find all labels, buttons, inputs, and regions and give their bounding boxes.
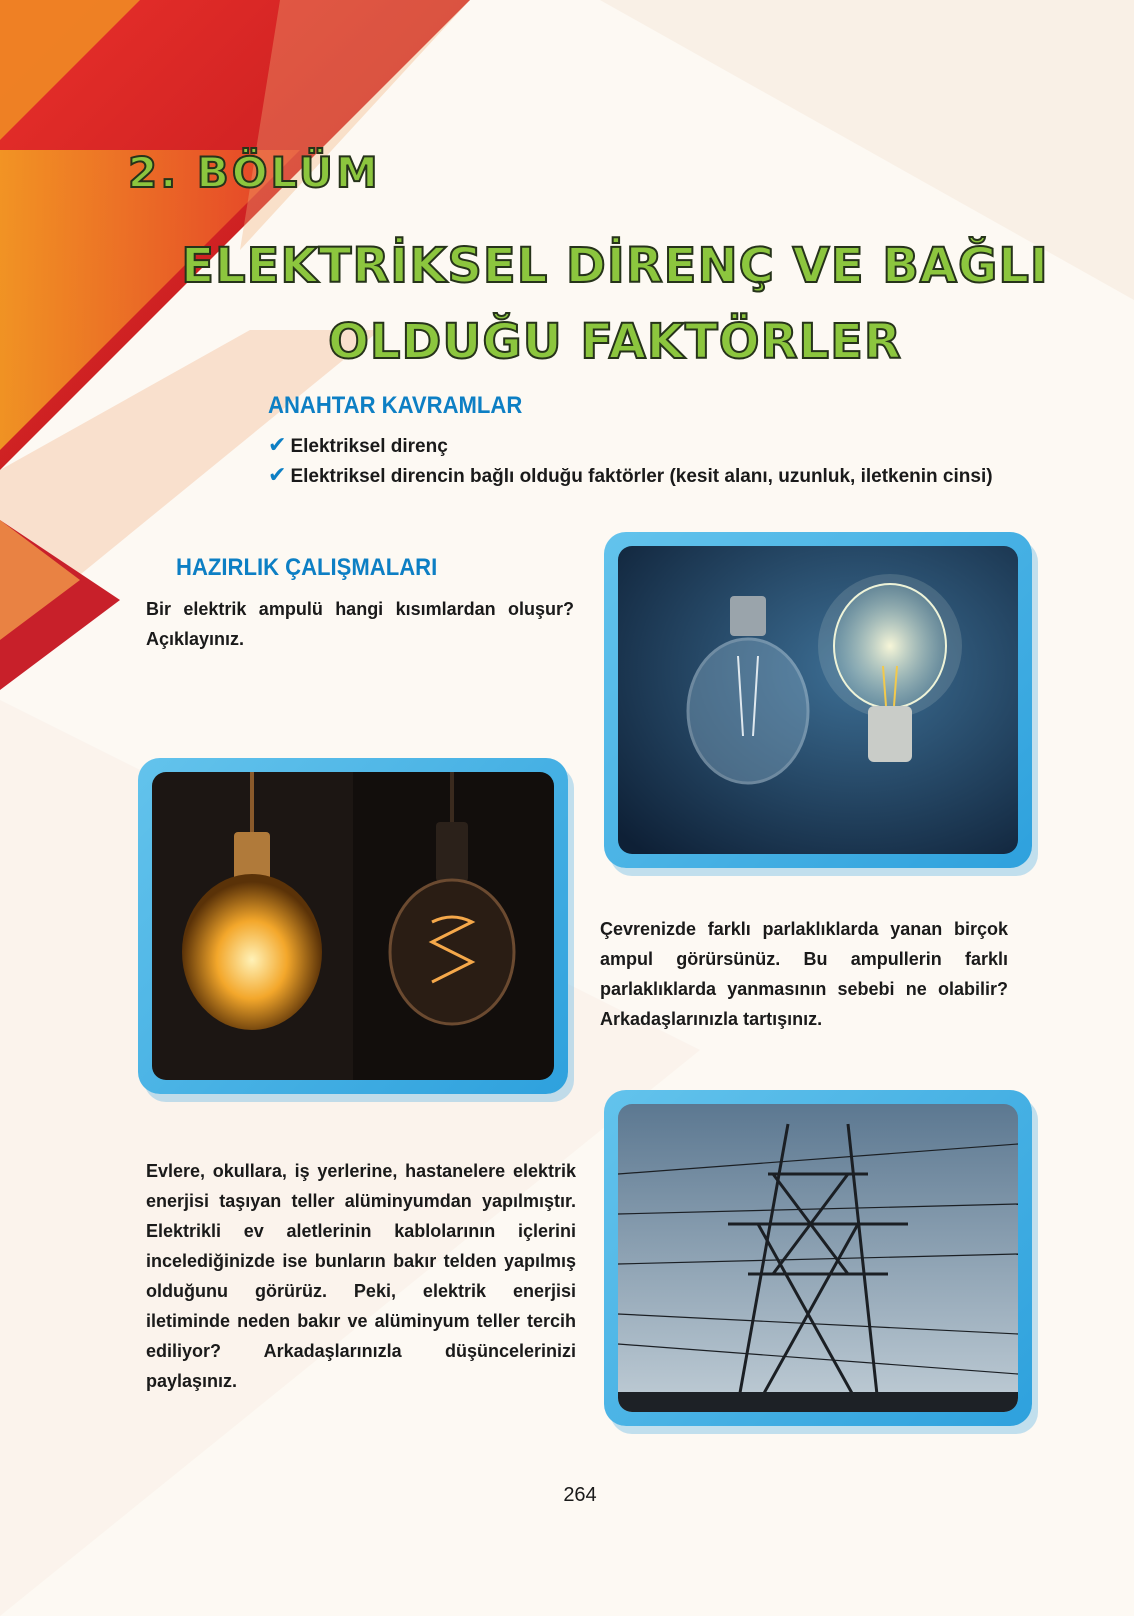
key-concept-text: Elektriksel direncin bağlı olduğu faktörler (kesit alanı, uzunluk, iletkenin cinsi) — [290, 466, 993, 487]
preparation-paragraph-3: Evlere, okullara, iş yerlerine, hastanelere elektrik enerjisi taşıyan teller alüminyumdan yapılmıştır. Elektrikli ev aletlerinin kablolarının içlerini incelediğinizde ise bunların bakır telden yapılmış olduğunu görürüz. Peki, elektrik enerjisi iletiminde neden bakır ve alüminyum teller tercih ediliyor? Arkadaşlarınızla düşüncelerinizi paylaşınız. — [146, 1161, 576, 1391]
page-title-line2: OLDUĞU FAKTÖRLER — [328, 314, 902, 370]
key-concept-item — [268, 462, 993, 488]
glowing-filament-bulbs-photo — [152, 772, 554, 1080]
preparation-paragraph-1: Bir elektrik ampulü hangi kısımlardan oluşur? Açıklayınız. — [146, 599, 574, 649]
chapter-label: 2. BÖLÜM — [128, 148, 381, 197]
photo-frame-bulbs-blue — [604, 532, 1032, 868]
checkmark-icon: ✔ — [268, 432, 287, 457]
page-number: 264 — [563, 1484, 597, 1506]
checkmark-icon: ✔ — [268, 462, 287, 487]
power-transmission-tower-photo — [618, 1104, 1018, 1412]
preparation-paragraph-2: Çevrenizde farklı parlaklıklarda yanan birçok ampul görürsünüz. Bu ampullerin farklı parlaklıklarda yanmasının sebebi ne olabilir? Arkadaşlarınızla tartışınız. — [600, 919, 1008, 1029]
photo-frame-pylon — [604, 1090, 1032, 1426]
photo-frame-bulbs-dark — [138, 758, 568, 1094]
two-light-bulbs-photo — [618, 546, 1018, 854]
key-concept-item — [268, 432, 448, 458]
page-title-line1: ELEKTRİKSEL DİRENÇ VE BAĞLI — [181, 238, 1049, 294]
key-concept-text: Elektriksel direnç — [290, 436, 448, 457]
preparation-heading: HAZIRLIK ÇALIŞMALARI — [176, 554, 438, 581]
key-concepts-heading: ANAHTAR KAVRAMLAR — [268, 392, 523, 419]
